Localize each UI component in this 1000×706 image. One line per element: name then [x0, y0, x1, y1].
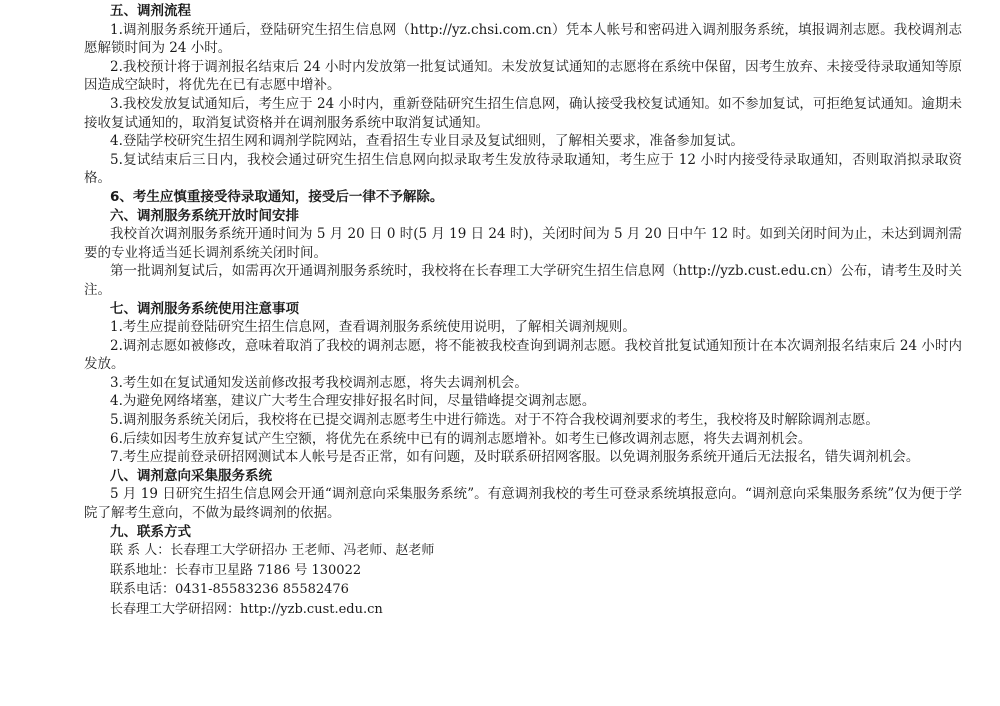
section-8-title: 八、调剂意向采集服务系统: [110, 467, 272, 484]
section-5-item-2: 2.我校预计将于调剂报名结束后 24 小时内发放第一批复试通知。未发放复试通知的志愿将在系统中保留，因考生放弃、未接受待录取通知等原因造成空缺时，将优先在已有志愿中增补。: [84, 58, 962, 94]
section-7-item-4: 4.为避免网络堵塞，建议广大考生合理安排好报名时间，尽量错峰提交调剂志愿。: [110, 393, 596, 410]
section-6-item-2: 第一批调剂复试后，如需再次开通调剂服务系统时，我校将在长春理工大学研究生招生信息网（http://yzb.cust.edu.cn）公布，请考生及时关注。: [84, 263, 962, 298]
section-9-title: 九、联系方式: [110, 523, 191, 540]
contact-person: 联 系 人：长春理工大学研招办 王老师、冯老师、赵老师: [110, 543, 435, 559]
section-6-notice: 6、考生应慎重接受待录取通知，接受后一律不予解除。: [110, 188, 444, 205]
section-5-item-5: 5.复试结束后三日内，我校会通过研究生招生信息网向拟录取考生发放待录取通知，考生应于 12 小时内接受待录取通知，否则取消拟录取资格。: [84, 151, 962, 187]
section-6-title: 六、调剂服务系统开放时间安排: [110, 207, 299, 224]
section-5-title: 五、调剂流程: [110, 3, 191, 19]
section-6-item-1: 我校首次调剂服务系统开通时间为 5 月 20 日 0 时(5 月 19 日 24 时)，关闭时间为 5 月 20 日中午 12 时。如到关闭时间为止，未达到调剂需要的专业将适当延长调剂系统关闭时间。: [84, 226, 962, 261]
section-7-item-3: 3.考生如在复试通知发送前修改报考我校调剂志愿，将失去调剂机会。: [110, 374, 528, 391]
contact-phone: 联系电话：0431-85583236 85582476: [110, 582, 349, 598]
section-5-item-4: 4.登陆学校研究生招生网和调剂学院网站，查看招生专业目录及复试细则，了解相关要求，准备参加复试。: [110, 133, 744, 150]
section-7-item-6: 6.后续如因考生放弃复试产生空额，将优先在系统中已有的调剂志愿增补。如考生已修改调剂志愿，将失去调剂机会。: [110, 430, 812, 447]
section-5-item-3: 3.我校发放复试通知后，考生应于 24 小时内，重新登陆研究生招生信息网，确认接受我校复试通知。如不参加复试，可拒绝复试通知。逾期未接收复试通知的，取消复试资格并在调剂服务系统中取消复试通知。: [84, 95, 962, 131]
section-5-item-1: 1.调剂服务系统开通后，登陆研究生招生信息网（http://yz.chsi.com.cn）凭本人帐号和密码进入调剂服务系统，填报调剂志愿。我校调剂志愿解锁时间为 24 小时。: [84, 21, 962, 57]
section-7-item-1: 1.考生应提前登陆研究生招生信息网，查看调剂服务系统使用说明，了解相关调剂规则。: [110, 319, 636, 336]
section-7-item-5: 5.调剂服务系统关闭后，我校将在已提交调剂志愿考生中进行筛选。对于不符合我校调剂要求的考生，我校将及时解除调剂志愿。: [110, 412, 879, 429]
section-7-title: 七、调剂服务系统使用注意事项: [110, 300, 299, 317]
section-7-item-7: 7.考生应提前登录研招网测试本人帐号是否正常，如有问题，及时联系研招网客服。以免调剂服务系统开通后无法报名，错失调剂机会。: [110, 449, 920, 466]
contact-website: 长春理工大学研招网：http://yzb.cust.edu.cn: [110, 601, 383, 617]
section-7-item-2: 2.调剂志愿如被修改，意味着取消了我校的调剂志愿，将不能被我校查询到调剂志愿。我校首批复试通知预计在本次调剂报名结束后 24 小时内发放。: [84, 337, 962, 373]
section-8-item-1: 5 月 19 日研究生招生信息网会开通“调剂意向采集服务系统”。有意调剂我校的考生可登录系统填报意向。“调剂意向采集服务系统”仅为便于学院了解考生意向，不做为最终调剂的依据。: [84, 486, 962, 522]
contact-address: 联系地址：长春市卫星路 7186 号 130022: [110, 562, 362, 578]
